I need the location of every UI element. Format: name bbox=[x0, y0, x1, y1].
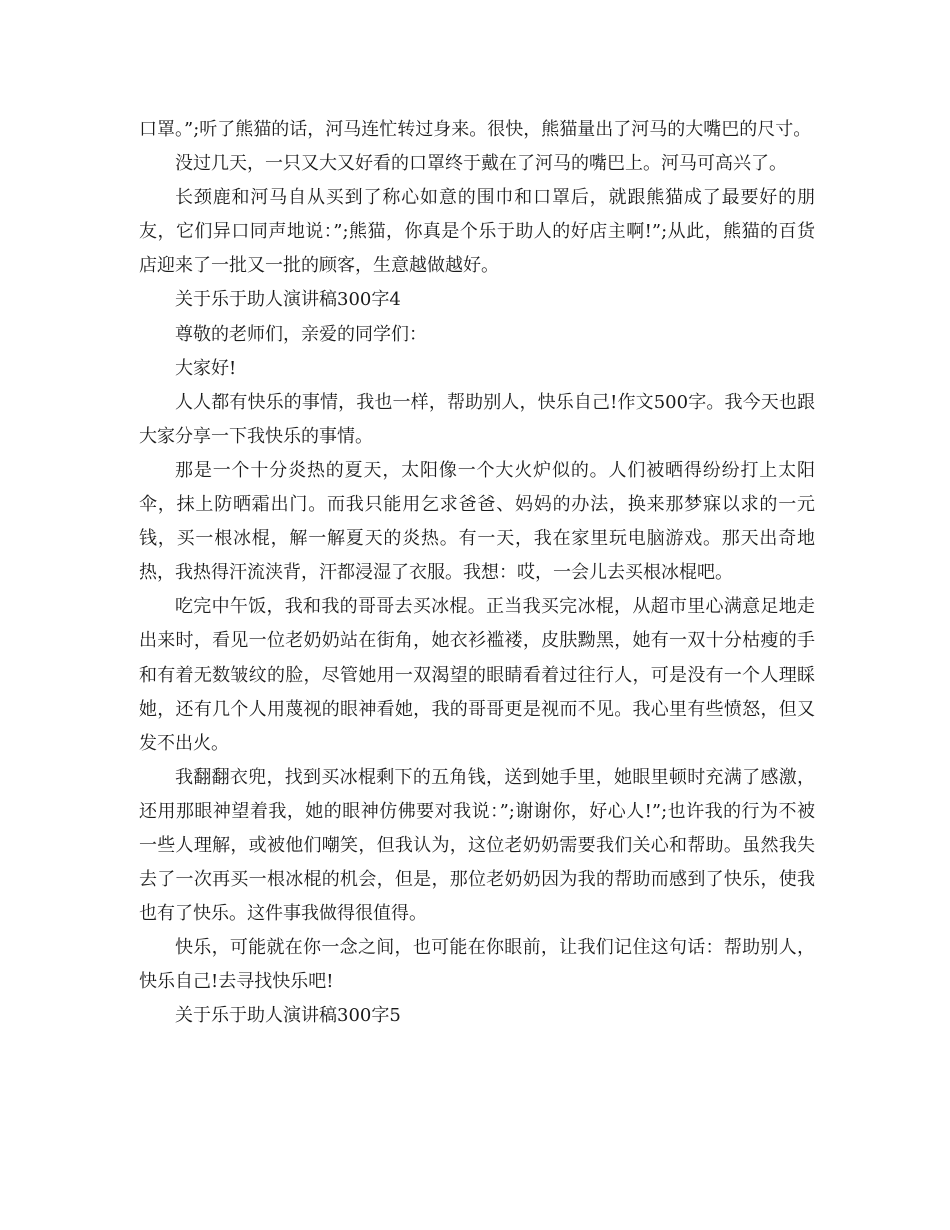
paragraph: 长颈鹿和河马自从买到了称心如意的围巾和口罩后，就跟熊猫成了最要好的朋友，它们异口同声地说：”;熊猫，你真是个乐于助人的好店主啊!”;从此，熊猫的百货店迎来了一批又一批的顾客，生意越做越好。 bbox=[139, 187, 815, 277]
paragraph: 我翻翻衣兜，找到买冰棍剩下的五角钱，送到她手里，她眼里顿时充满了感激，还用那眼神望着我，她的眼神仿佛要对我说：”;谢谢你，好心人!”;也许我的行为不被一些人理解，或被他们嘲笑，但我认为，这位老奶奶需要我们关心和帮助。虽然我失去了一次再买一根冰棍的机会，但是，那位老奶奶因为我的帮助而感到了快乐，使我也有了快乐。这件事我做得很值得。 bbox=[139, 766, 815, 925]
paragraph-continuation: 口罩。”;听了熊猫的话，河马连忙转过身来。很快，熊猫量出了河马的大嘴巴的尺寸。 bbox=[139, 119, 812, 140]
document-body bbox=[139, 113, 815, 1034]
section-heading: 关于乐于助人演讲稿300字4 bbox=[175, 289, 401, 311]
greeting: 大家好! bbox=[175, 357, 237, 379]
paragraph: 人人都有快乐的事情，我也一样，帮助别人，快乐自己!作文500字。我今天也跟大家分享一下我快乐的事情。 bbox=[139, 391, 815, 447]
paragraph: 没过几天，一只又大又好看的口罩终于戴在了河马的嘴巴上。河马可高兴了。 bbox=[175, 153, 787, 175]
salutation: 尊敬的老师们，亲爱的同学们： bbox=[175, 323, 427, 345]
paragraph: 快乐，可能就在你一念之间，也可能在你眼前，让我们记住这句话：帮助别人，快乐自己!去寻找快乐吧! bbox=[139, 937, 815, 993]
paragraph: 那是一个十分炎热的夏天，太阳像一个大火炉似的。人们被晒得纷纷打上太阳伞，抹上防晒霜出门。而我只能用乞求爸爸、妈妈的办法，换来那梦寐以求的一元钱，买一根冰棍，解一解夏天的炎热。有一天，我在家里玩电脑游戏。那天出奇地热，我热得汗流浃背，汗都浸湿了衣服。我想：哎，一会儿去买根冰棍吧。 bbox=[139, 459, 815, 584]
paragraph: 吃完中午饭，我和我的哥哥去买冰棍。正当我买完冰棍，从超市里心满意足地走出来时，看见一位老奶奶站在街角，她衣衫褴褛，皮肤黝黑，她有一双十分枯瘦的手和有着无数皱纹的脸，尽管她用一双渴望的眼睛看着过往行人，可是没有一个人理睬她，还有几个人用蔑视的眼神看她，我的哥哥更是视而不见。我心里有些愤怒，但又发不出火。 bbox=[139, 596, 815, 754]
section-heading: 关于乐于助人演讲稿300字5 bbox=[175, 1005, 401, 1027]
